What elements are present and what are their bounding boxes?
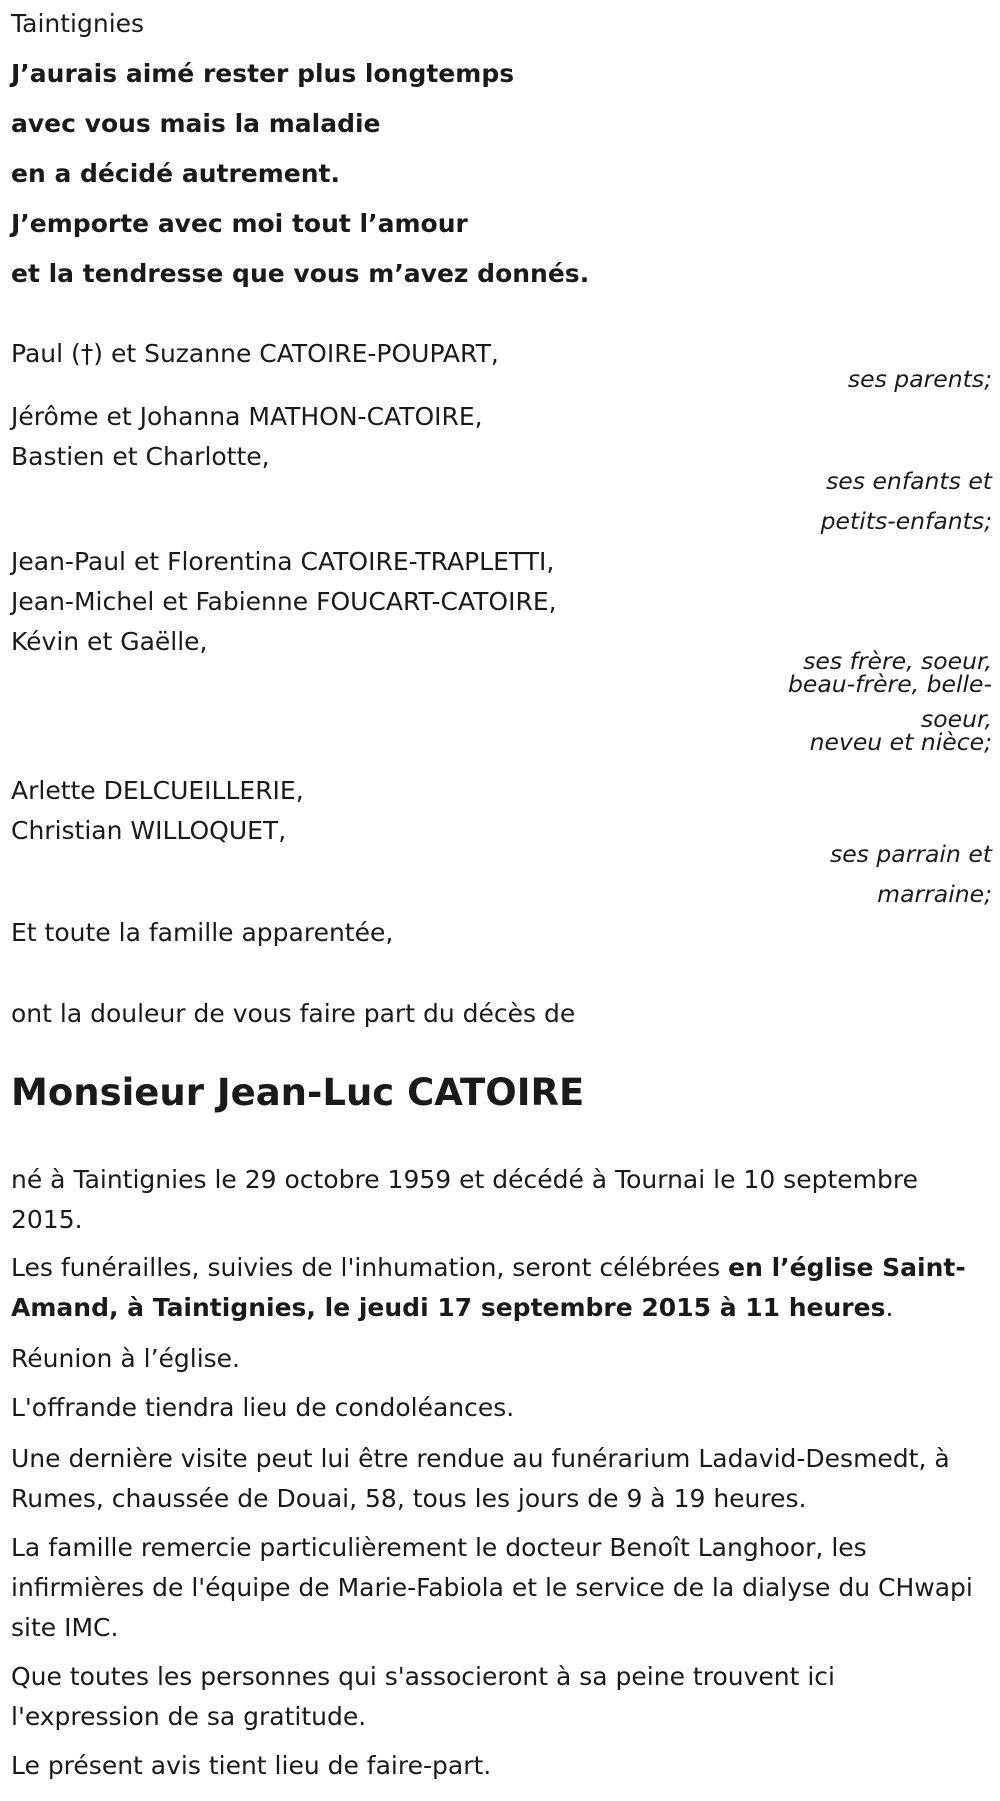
- parents-names: Paul (†) et Suzanne CATOIRE-POUPART,: [11, 339, 499, 368]
- location: Taintignies: [11, 9, 145, 38]
- children-name-1: Jérôme et Johanna MATHON-CATOIRE,: [11, 402, 483, 431]
- siblings-name-1: Jean-Paul et Florentina CATOIRE-TRAPLETTI,: [11, 547, 555, 576]
- thanks-paragraph: La famille remercie particulièrement le docteur Benoît Langhoor, les infirmières de l'équipe de Marie-Fabiola et le service de la dialyse du CHwapi site IMC.: [11, 1533, 973, 1642]
- funeral-paragraph: Les funérailles, suivies de l'inhumation, seront célébrées en l’église Saint-Amand, à Taintignies, le jeudi 17 septembre 2015 à 11 heures.: [11, 1253, 966, 1322]
- funeral-details: en l’église Saint-Amand, à Taintignies, le jeudi 17 septembre 2015 à 11 heures: [11, 1253, 966, 1322]
- godparents-role: ses parrain et marraine;: [829, 840, 992, 908]
- poem-line-2: avec vous mais la maladie: [11, 109, 381, 138]
- birth-death-paragraph: né à Taintignies le 29 octobre 1959 et décédé à Tournai le 10 septembre 2015.: [11, 1165, 918, 1234]
- visit-paragraph: Une dernière visite peut lui être rendue au funérarium Ladavid-Desmedt, à Rumes, chaussée de Douai, 58, tous les jours de 9 à 19 heures.: [11, 1444, 950, 1513]
- siblings-role: ses frère, soeur, beau-frère, belle- soeur, neveu et nièce;: [788, 647, 992, 756]
- meeting-paragraph: Réunion à l’église.: [11, 1344, 241, 1373]
- deceased-name: Monsieur Jean-Luc CATOIRE: [11, 1071, 585, 1114]
- poem-line-3: en a décidé autrement.: [11, 159, 340, 188]
- children-role: ses enfants et petits-enfants;: [820, 467, 992, 535]
- announcement: ont la douleur de vous faire part du décès de: [11, 999, 576, 1028]
- poem-line-5: et la tendresse que vous m’avez donnés.: [11, 259, 590, 288]
- notice-paragraph: Le présent avis tient lieu de faire-part.: [11, 1751, 492, 1780]
- godparents-name-1: Arlette DELCUEILLERIE,: [11, 776, 304, 805]
- poem-line-1: J’aurais aimé rester plus longtemps: [11, 59, 515, 88]
- godparents-name-2: Christian WILLOQUET,: [11, 816, 287, 845]
- siblings-name-3: Kévin et Gaëlle,: [11, 627, 208, 656]
- siblings-name-2: Jean-Michel et Fabienne FOUCART-CATOIRE,: [11, 587, 557, 616]
- extended-family: Et toute la famille apparentée,: [11, 918, 394, 947]
- poem-line-4: J’emporte avec moi tout l’amour: [11, 209, 468, 238]
- offering-paragraph: L'offrande tiendra lieu de condoléances.: [11, 1393, 515, 1422]
- gratitude-paragraph: Que toutes les personnes qui s'associeront à sa peine trouvent ici l'expression de sa gratitude.: [11, 1662, 835, 1731]
- children-name-2: Bastien et Charlotte,: [11, 442, 270, 471]
- parents-role: ses parents;: [847, 365, 992, 393]
